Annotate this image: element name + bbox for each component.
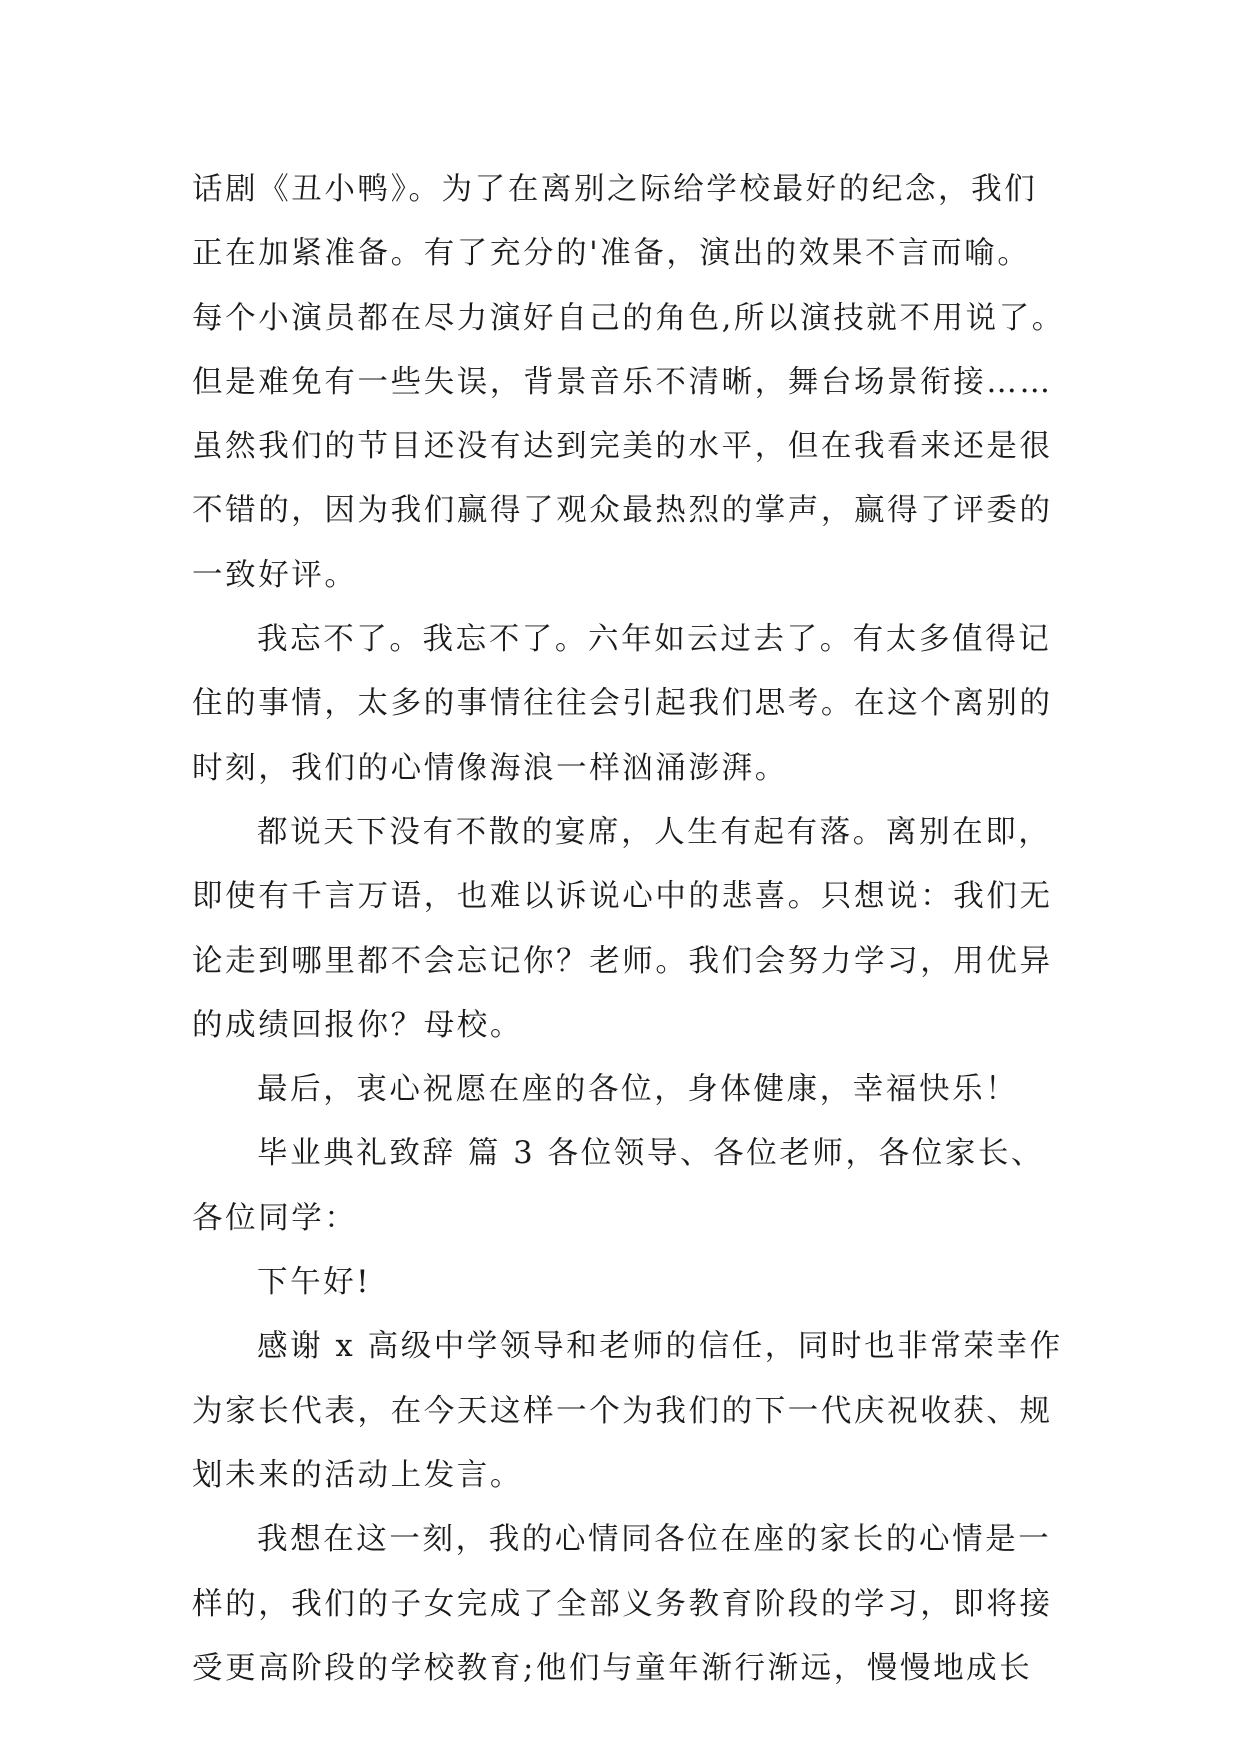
- section-heading-line: 毕业典礼致辞 篇 3 各位领导、各位老师，各位家长、: [257, 1136, 1045, 1172]
- paragraph-start-line: 我忘不了。我忘不了。六年如云过去了。有太多值得记: [257, 622, 1052, 658]
- paragraph-start-line: 感谢 x 高级中学领导和老师的信任，同时也非常荣幸作: [257, 1329, 1063, 1365]
- text-line: 住的事情，太多的事情往往会引起我们思考。在这个离别的: [192, 686, 1053, 722]
- document-body: [192, 158, 1092, 1701]
- text-line: 每个小演员都在尽力演好自己的角色,所以演技就不用说了。: [192, 300, 1065, 336]
- text-line: 论走到哪里都不会忘记你？老师。我们会努力学习，用优异: [192, 943, 1053, 979]
- paragraph-start-line: 最后，衷心祝愿在座的各位，身体健康，幸福快乐！: [257, 1072, 1019, 1108]
- text-line: 正在加紧准备。有了充分的'准备，演出的效果不言而喻。: [192, 236, 1031, 272]
- text-line: 为家长代表，在今天这样一个为我们的下一代庆祝收获、规: [192, 1393, 1053, 1429]
- text-line: 即使有千言万语，也难以诉说心中的悲喜。只想说：我们无: [192, 879, 1053, 915]
- paragraph-start-line: 我想在这一刻，我的心情同各位在座的家长的心情是一: [257, 1522, 1052, 1558]
- text-line: 但是难免有一些失误，背景音乐不清晰，舞台场景衔接……: [192, 364, 1053, 400]
- text-line: 受更高阶段的学校教育;他们与童年渐行渐远，慢慢地成长: [192, 1650, 1033, 1686]
- text-line: 各位同学：: [192, 1200, 358, 1236]
- text-line: 虽然我们的节目还没有达到完美的水平，但在我看来还是很: [192, 429, 1053, 465]
- greeting-line: 下午好!: [257, 1265, 372, 1301]
- text-line: 划未来的活动上发言。: [192, 1457, 523, 1493]
- text-line: 的成绩回报你？母校。: [192, 1007, 523, 1043]
- paragraph-start-line: 都说天下没有不散的宴席，人生有起有落。离别在即，: [257, 814, 1052, 850]
- text-line: 话剧《丑小鸭》。为了在离别之际给学校最好的纪念，我们: [192, 172, 1038, 207]
- text-line: 一致好评。: [192, 557, 358, 593]
- text-line: 时刻，我们的心情像海浪一样汹涌澎湃。: [192, 750, 788, 786]
- text-line: 样的，我们的子女完成了全部义务教育阶段的学习，即将接: [192, 1586, 1053, 1622]
- text-line: 不错的，因为我们赢得了观众最热烈的掌声，赢得了评委的: [192, 493, 1053, 529]
